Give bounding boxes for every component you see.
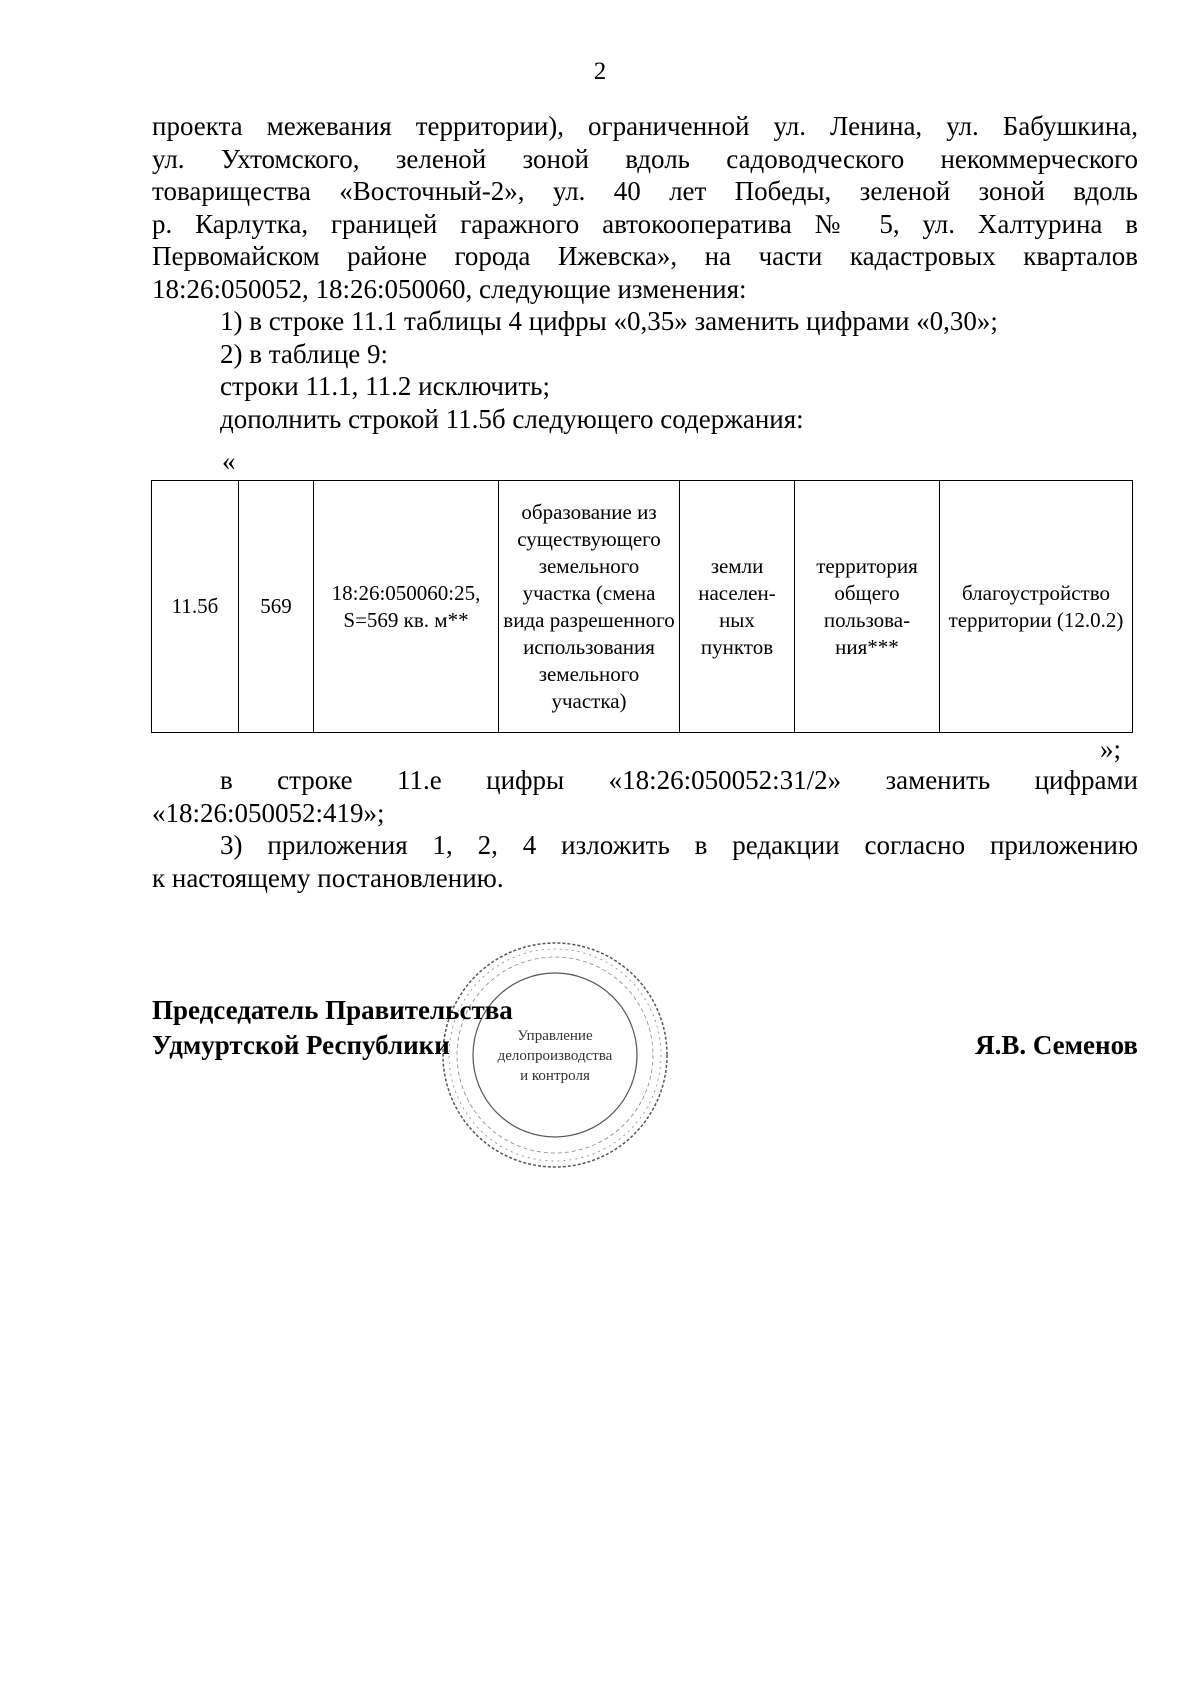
rows-excluded: строки 11.1, 11.2 исключить; [220,371,550,401]
signatory-name: Я.В. Семенов [975,1030,1138,1060]
cell-permitted-use: благоустройство территории (12.0.2) [940,481,1133,733]
text-line: к настоящему постановлению. [152,862,504,893]
add-row-instruction: дополнить строкой 11.5б следующего содержания: [220,403,804,434]
signatory-title-line-1: Председатель Правительства [152,995,513,1025]
signatory-title [152,993,513,1063]
cell-land-category: земли населен- ных пунктов [680,481,795,733]
text-line: ул. Ухтомского, зеленой зоной вдоль садоводческого некоммерческого [152,143,1138,174]
item-2: 2) в таблице 9: [220,338,389,369]
amendment-table [151,480,1133,733]
cell-cadastral: 18:26:050060:25, S=569 кв. м** [314,481,499,733]
stamp-line-2: делопроизводства [497,1048,613,1064]
intro-paragraph [152,110,1138,435]
table-row [152,481,1133,733]
text-line: р. Карлутка, границей гаражного автокооператива № 5, ул. Халтурина в [152,208,1138,239]
text-line: проекта межевания территории), ограниченной ул. Ленина, ул. Бабушкина, [152,111,1138,141]
cell-row-number: 11.5б [152,481,239,733]
quote-open: « [222,446,236,476]
item-1: 1) в строке 11.1 таблицы 4 цифры «0,35» заменить цифрами «0,30»; [220,306,998,336]
text-line: Первомайском районе города Ижевска», на части кадастровых кварталов [152,241,1138,271]
stamp-line-1: Управление [517,1028,593,1044]
text-line: 18:26:050052, 18:26:050060, следующие изменения: [152,273,747,304]
stamp-line-3: и контроля [520,1068,590,1084]
text-line: в строке 11.е цифры «18:26:050052:31/2» заменить цифрами [220,765,1138,795]
signatory-title-line-2: Удмуртской Республики [152,1030,450,1060]
text-line: товарищества «Восточный-2», ул. 40 лет Победы, зеленой зоной вдоль [152,176,1138,206]
cell-area: 569 [239,481,314,733]
closing-paragraphs [152,764,1138,894]
page-number: 2 [593,58,607,85]
cell-formation-method: образование из существующего земельного участка (смена вида разрешенного использования земельного участка) [499,481,680,733]
item-3: 3) приложения 1, 2, 4 изложить в редакции согласно приложению [220,830,1138,860]
cell-territory: территория общего пользова- ния*** [795,481,940,733]
text-line: «18:26:050052:419»; [152,797,385,828]
quote-close: »; [1100,734,1122,764]
